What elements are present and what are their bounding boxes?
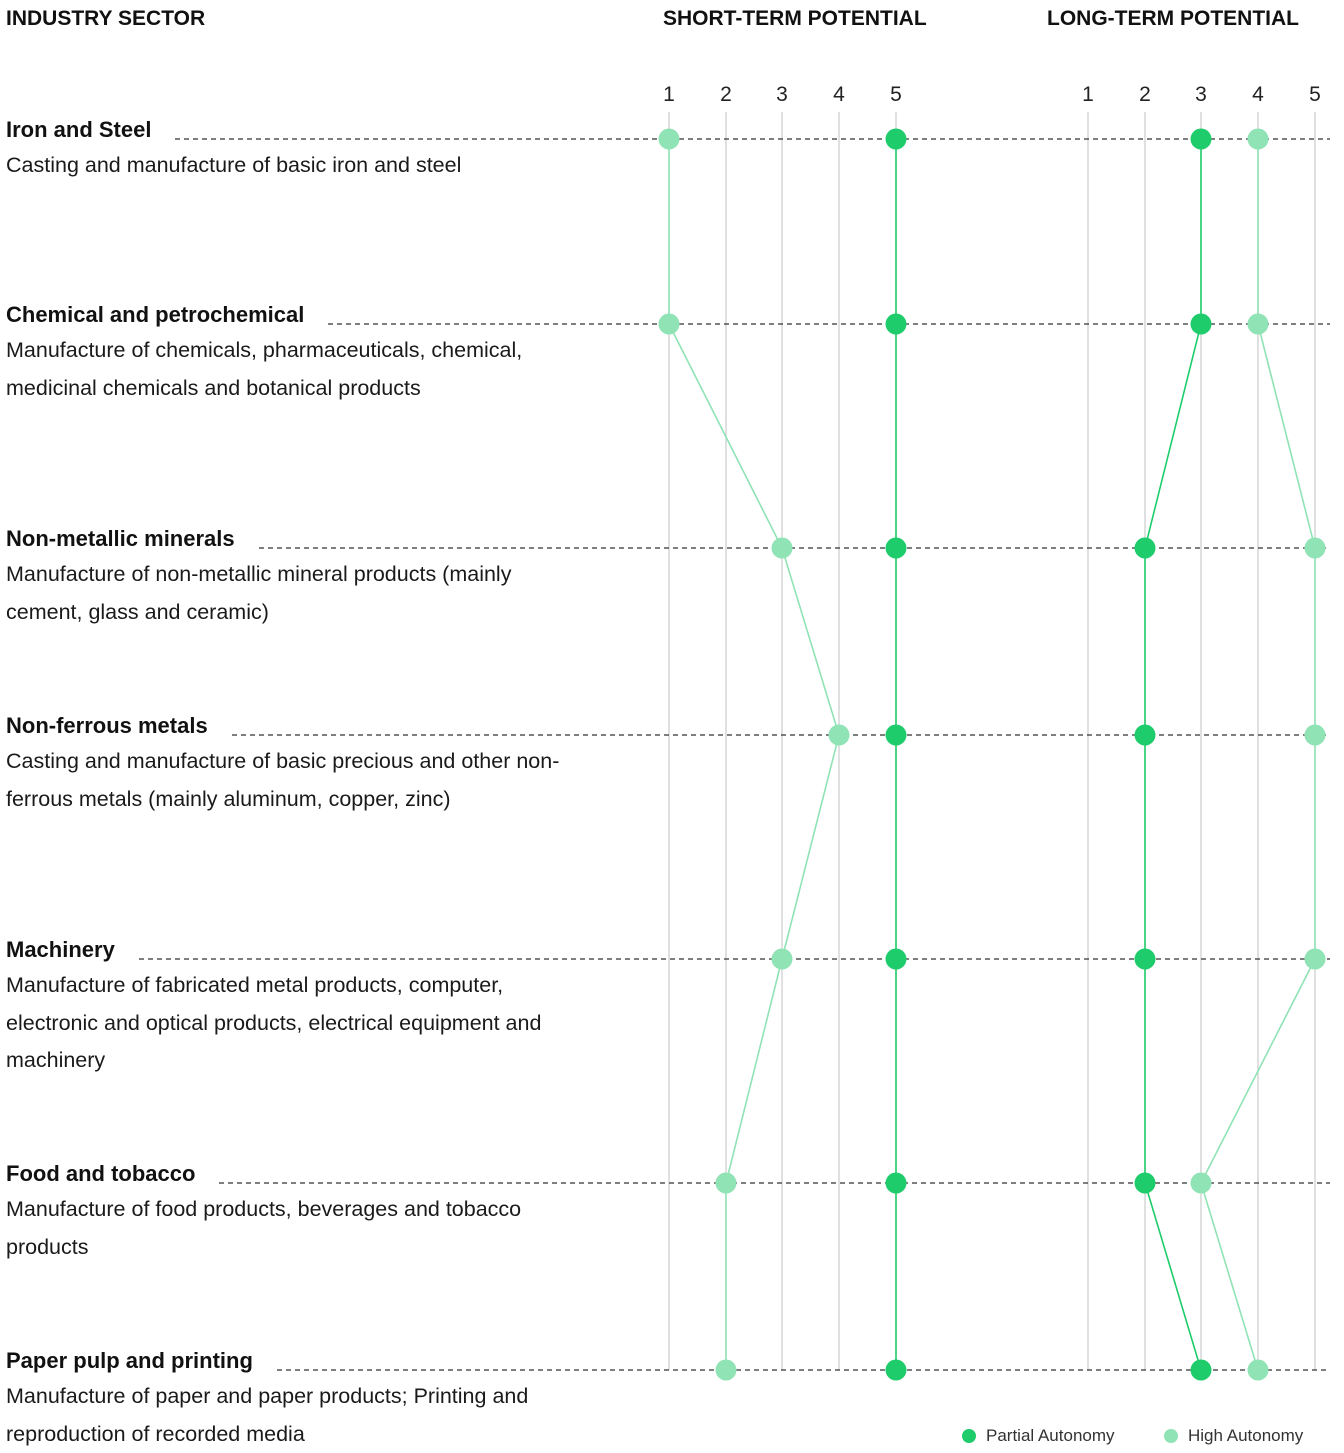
industry-sector-header: INDUSTRY SECTOR — [6, 7, 206, 30]
short-partial-point — [886, 1360, 907, 1381]
short-partial-point — [886, 1173, 907, 1194]
sector-description: Manufacture of chemicals, pharmaceuticals, chemical, medicinal chemicals and botanical products — [6, 338, 523, 400]
long-tick-label-5: 5 — [1309, 83, 1321, 106]
short-high-point — [716, 1173, 737, 1194]
sector-name: Paper pulp and printing — [6, 1348, 269, 1374]
sector-row — [6, 117, 461, 185]
long-partial-point — [1191, 314, 1212, 335]
sector-description: Casting and manufacture of basic iron and steel — [6, 153, 462, 177]
sector-name: Food and tobacco — [6, 1161, 211, 1187]
sector-row — [6, 526, 566, 631]
short-high-point — [716, 1360, 737, 1381]
long-high-point — [1305, 538, 1326, 559]
sector-name: Non-ferrous metals — [6, 713, 224, 739]
short-tick-label-2: 2 — [720, 83, 732, 106]
sector-name: Machinery — [6, 937, 131, 963]
short-tick-label-1: 1 — [663, 83, 675, 106]
long-partial-point — [1135, 1173, 1156, 1194]
long-high-point — [1305, 725, 1326, 746]
sector-row — [6, 937, 566, 1080]
long-tick-label-3: 3 — [1195, 83, 1207, 106]
short-partial-point — [886, 314, 907, 335]
long-partial-point — [1135, 725, 1156, 746]
sector-description: Casting and manufacture of basic precious and other non-ferrous metals (mainly aluminum, copper, zinc) — [6, 749, 560, 811]
short-partial-point — [886, 129, 907, 150]
short-term-header: SHORT-TERM POTENTIAL — [663, 7, 927, 30]
legend-partial-dot — [962, 1429, 976, 1443]
sector-name: Non-metallic minerals — [6, 526, 251, 552]
short-high-point — [772, 949, 793, 970]
sector-description: Manufacture of non-metallic mineral products (mainly cement, glass and ceramic) — [6, 562, 512, 624]
legend-high-dot — [1164, 1429, 1178, 1443]
legend-high-label: High Autonomy — [1188, 1426, 1304, 1445]
short-partial-point — [886, 949, 907, 970]
long-partial-point — [1135, 538, 1156, 559]
sector-description: Manufacture of food products, beverages and tobacco products — [6, 1197, 522, 1259]
sector-name: Chemical and petrochemical — [6, 302, 320, 328]
short-partial-point — [886, 725, 907, 746]
long-partial-point — [1191, 129, 1212, 150]
sector-row — [6, 1161, 566, 1266]
short-high-point — [659, 129, 680, 150]
sector-row — [6, 302, 566, 407]
short-partial-point — [886, 538, 907, 559]
short-tick-label-4: 4 — [833, 83, 845, 106]
long-term-header: LONG-TERM POTENTIAL — [1047, 7, 1299, 30]
sector-name: Iron and Steel — [6, 117, 167, 143]
short-high-point — [659, 314, 680, 335]
long-tick-label-2: 2 — [1139, 83, 1151, 106]
sector-row — [6, 713, 566, 818]
long-high-point — [1248, 129, 1269, 150]
short-high-point — [772, 538, 793, 559]
sector-description: Manufacture of fabricated metal products, computer, electronic and optical products, electrical equipment and machinery — [6, 973, 542, 1072]
sector-description: Manufacture of paper and paper products; Printing and reproduction of recorded media — [6, 1384, 529, 1446]
long-high-point — [1191, 1173, 1212, 1194]
legend-high — [1164, 1426, 1303, 1446]
long-tick-label-4: 4 — [1252, 83, 1264, 106]
sector-row — [6, 1348, 566, 1453]
long-partial-point — [1135, 949, 1156, 970]
long-partial-point — [1191, 1360, 1212, 1381]
long-high-point — [1248, 1360, 1269, 1381]
legend-partial-label: Partial Autonomy — [986, 1426, 1115, 1445]
short-high-point — [829, 725, 850, 746]
legend-partial — [962, 1426, 1115, 1446]
long-high-point — [1248, 314, 1269, 335]
long-high-point — [1305, 949, 1326, 970]
short-tick-label-3: 3 — [776, 83, 788, 106]
short-tick-label-5: 5 — [890, 83, 902, 106]
long-tick-label-1: 1 — [1082, 83, 1094, 106]
